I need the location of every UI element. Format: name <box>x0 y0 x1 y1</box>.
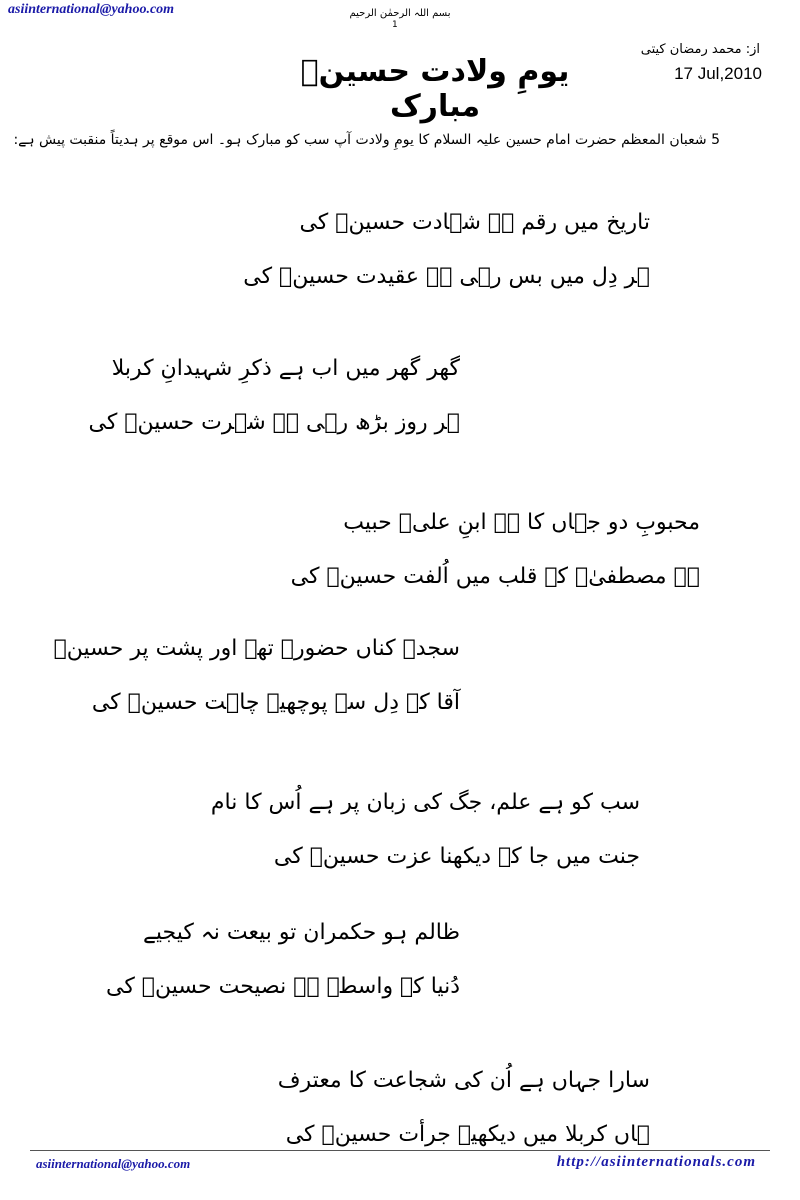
couplet-3 <box>290 496 700 604</box>
verse-line: آقا کے دِل سے پوچھیے چاہت حسینؑ کی <box>91 690 460 715</box>
footer-website-link[interactable]: http://asiinternationals.com <box>556 1154 756 1170</box>
intro-text: 5 شعبان المعظم حضرت امام حسین علیہ السلام کا یومِ ولادت آپ سب کو مبارک ہو۔ اس موقع پر ہدیتاً منقبت پیش ہے: <box>13 132 720 148</box>
couplet-1 <box>243 196 650 304</box>
verse-line: ہے مصطفیٰؐ کے قلب میں اُلفت حسینؑ کی <box>290 564 700 589</box>
verse-line: محبوبِ دو جہاں کا ہے ابنِ علیؑ حبیب <box>343 510 700 535</box>
couplet-4 <box>53 622 460 730</box>
footer-divider <box>30 1150 770 1151</box>
couplet-5 <box>210 776 640 884</box>
couplet-7 <box>277 1054 650 1162</box>
verse-line: تاریخ میں رقم ہے شہادت حسینؑ کی <box>299 210 650 235</box>
author: از: محمد رمضان کیتی <box>640 42 760 57</box>
date: 17 Jul,2010 <box>674 64 762 83</box>
verse-line: گھر گھر میں اب ہے ذکرِ شہیدانِ کربلا <box>111 356 460 381</box>
verse-line: ظالم ہو حکمران تو بیعت نہ کیجیے <box>143 920 460 945</box>
verse-line: سارا جہاں ہے اُن کی شجاعت کا معترف <box>277 1068 650 1093</box>
verse-line: دُنیا کے واسطے ہے نصیحت حسینؑ کی <box>106 974 460 999</box>
footer-email[interactable]: asiinternational@yahoo.com <box>36 1156 191 1171</box>
header-email[interactable]: asiinternational@yahoo.com <box>8 2 175 17</box>
verse-line: ہر دِل میں بس رہی ہے عقیدت حسینؑ کی <box>243 264 650 289</box>
verse-line: جنت میں جا کے دیکھنا عزت حسینؑ کی <box>273 844 640 869</box>
couplet-6 <box>106 906 460 1014</box>
verse-line: سب کو ہے علم، جگ کی زبان پر ہے اُس کا نام <box>210 790 640 815</box>
bismillah: بسم اللہ الرحمٰن الرحیم <box>349 8 451 19</box>
verse-line: ہر روز بڑھ رہی ہے شہرت حسینؑ کی <box>88 410 460 435</box>
page-title: یومِ ولادت حسینؑ مبارک <box>300 54 570 124</box>
page-number: 1 <box>392 20 398 30</box>
verse-line: سجدہ کناں حضورؐ تھے اور پشت پر حسینؑ <box>53 636 460 661</box>
couplet-2 <box>88 342 460 450</box>
verse-line: ہاں کربلا میں دیکھیے جرأت حسینؑ کی <box>285 1122 650 1147</box>
